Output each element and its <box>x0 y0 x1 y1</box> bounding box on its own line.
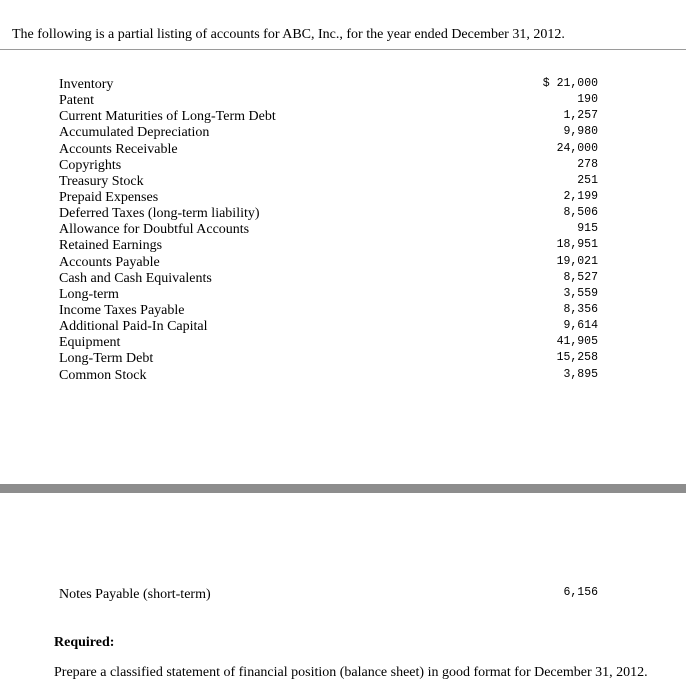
account-name: Cash and Cash Equivalents <box>59 270 212 286</box>
account-name: Long-term <box>59 286 119 302</box>
account-row <box>59 206 604 222</box>
account-name: Income Taxes Payable <box>59 302 185 318</box>
account-name: Patent <box>59 93 94 109</box>
account-amount: $ 21,000 <box>542 77 598 90</box>
account-amount: 6,156 <box>563 586 598 599</box>
account-name: Copyrights <box>59 157 122 173</box>
account-row <box>59 368 604 384</box>
account-row <box>59 174 604 190</box>
account-name: Accounts Payable <box>59 254 160 270</box>
account-amount: 41,905 <box>556 335 598 349</box>
account-row <box>59 271 604 287</box>
section-divider-band <box>0 484 686 493</box>
account-amount: 2,199 <box>563 189 598 203</box>
account-name: Accumulated Depreciation <box>59 125 210 141</box>
account-amount: 8,356 <box>563 302 598 316</box>
required-instruction: Prepare a classified statement of financial position (balance sheet) in good format for December 31, 2012. <box>54 665 648 680</box>
account-amount: 278 <box>577 157 598 171</box>
account-row <box>59 125 604 141</box>
account-row <box>59 351 604 367</box>
account-list <box>59 77 604 384</box>
account-amount: 3,559 <box>563 286 598 300</box>
intro-text: The following is a partial listing of accounts for ABC, Inc., for the year ended December 31, 2012. <box>12 27 565 42</box>
account-name: Additional Paid-In Capital <box>59 319 208 335</box>
account-row <box>59 303 604 319</box>
account-row <box>59 109 604 125</box>
account-amount: 19,021 <box>556 254 598 268</box>
account-row <box>59 287 604 303</box>
account-row <box>59 93 604 109</box>
account-amount: 15,258 <box>556 351 598 365</box>
account-name: Equipment <box>59 335 121 351</box>
account-name: Deferred Taxes (long-term liability) <box>59 206 260 222</box>
account-name: Accounts Receivable <box>59 141 178 157</box>
account-amount: 9,614 <box>563 319 598 333</box>
account-amount: 190 <box>577 93 598 107</box>
account-row <box>59 335 604 351</box>
account-name: Common Stock <box>59 367 147 383</box>
account-name: Allowance for Doubtful Accounts <box>59 222 250 238</box>
account-row <box>59 142 604 158</box>
account-row <box>59 77 604 93</box>
account-name: Treasury Stock <box>59 173 144 189</box>
account-name: Current Maturities of Long-Term Debt <box>59 109 276 125</box>
account-amount: 3,895 <box>563 367 598 381</box>
account-row <box>59 238 604 254</box>
account-name: Prepaid Expenses <box>59 189 159 205</box>
top-divider <box>0 49 686 50</box>
account-name: Long-Term Debt <box>59 351 154 367</box>
account-amount: 9,980 <box>563 125 598 139</box>
account-amount: 8,527 <box>563 270 598 284</box>
account-amount: 1,257 <box>563 109 598 123</box>
account-row <box>59 190 604 206</box>
account-amount: 251 <box>577 173 598 187</box>
account-amount: 24,000 <box>556 141 598 155</box>
account-row <box>59 222 604 238</box>
account-row <box>59 158 604 174</box>
account-row <box>59 255 604 271</box>
required-label: Required: <box>54 635 115 650</box>
account-name: Notes Payable (short-term) <box>59 587 211 602</box>
account-amount: 8,506 <box>563 206 598 220</box>
notes-payable-row <box>59 585 604 603</box>
account-row <box>59 319 604 335</box>
account-amount: 915 <box>577 222 598 236</box>
account-name: Retained Earnings <box>59 238 163 254</box>
account-amount: 18,951 <box>556 238 598 252</box>
account-name: Inventory <box>59 77 114 92</box>
